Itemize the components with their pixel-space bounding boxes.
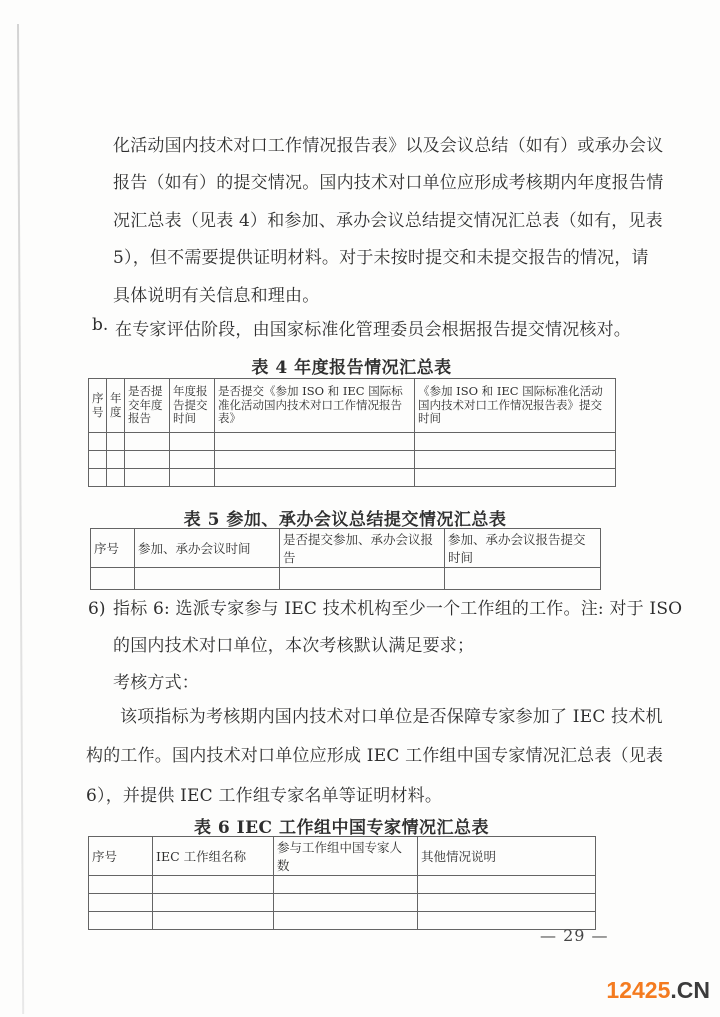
table-cell-empty bbox=[89, 894, 153, 912]
table-cell-empty bbox=[170, 433, 215, 451]
list-item-6 bbox=[88, 591, 683, 703]
watermark-prefix: 12425 bbox=[606, 977, 671, 1003]
table-cell-empty bbox=[153, 912, 274, 930]
paragraph-a-line: 化活动国内技术对口工作情况报告表》以及会议总结（如有）或承办会议 bbox=[113, 136, 664, 156]
table4-empty-row bbox=[89, 433, 616, 451]
list-item-6-line3: 考核方式： bbox=[113, 673, 199, 694]
paragraph-a bbox=[113, 128, 664, 315]
table-cell-empty bbox=[89, 469, 107, 487]
list-item-b-text: 在专家评估阶段，由国家标准化管理委员会根据报告提交情况核对。 bbox=[115, 320, 631, 340]
table-cell-empty bbox=[125, 433, 170, 451]
table-cell-empty bbox=[415, 469, 616, 487]
list-item-b-marker: b. bbox=[92, 315, 109, 335]
paragraph-a-line: 报告（如有）的提交情况。国内技术对口单位应形成考核期内年度报告情 bbox=[113, 173, 664, 194]
paragraph-a-line: 况汇总表（见表 4）和参加、承办会议总结提交情况汇总表（如有，见表 bbox=[113, 210, 663, 231]
paragraph-c-line: 构的工作。国内技术对口单位应形成 IEC 工作组中国专家情况汇总表（见表 bbox=[86, 746, 664, 767]
table5-header-cell: 序号 bbox=[91, 529, 135, 568]
list-item-6-marker: 6) bbox=[88, 599, 106, 619]
page-number: — 29 — bbox=[540, 926, 609, 945]
table4-header-cell: 年度报告提交时间 bbox=[170, 379, 215, 433]
table-cell-empty bbox=[125, 469, 170, 487]
table6-iec-expert-summary bbox=[88, 836, 596, 930]
table-cell-empty bbox=[274, 912, 418, 930]
table-cell-empty bbox=[153, 876, 274, 894]
table-cell-empty bbox=[274, 876, 418, 894]
table-cell-empty bbox=[135, 568, 280, 590]
table5-meeting-summary bbox=[90, 528, 601, 590]
paragraph-c bbox=[86, 698, 664, 816]
scan-edge-artifact bbox=[17, 24, 24, 1014]
table4-header-cell: 序号 bbox=[89, 379, 107, 433]
table-cell-empty bbox=[418, 894, 596, 912]
table6-empty-row bbox=[89, 894, 596, 912]
table-cell-empty bbox=[89, 433, 107, 451]
table5-header-row bbox=[91, 529, 601, 568]
table6-empty-row bbox=[89, 912, 596, 930]
table4-header-row bbox=[89, 379, 616, 433]
table6-header-cell: 参与工作组中国专家人数 bbox=[274, 837, 418, 876]
table-cell-empty bbox=[107, 451, 125, 469]
table4-annual-report-summary bbox=[88, 378, 616, 487]
table4-title: 表 4 年度报告情况汇总表 bbox=[251, 358, 452, 378]
table5-header-cell: 参加、承办会议报告提交时间 bbox=[445, 529, 601, 568]
table5-header-cell: 是否提交参加、承办会议报告 bbox=[280, 529, 445, 568]
table-cell-empty bbox=[445, 568, 601, 590]
table-cell-empty bbox=[415, 433, 616, 451]
watermark bbox=[606, 977, 710, 1004]
table-cell-empty bbox=[280, 568, 445, 590]
table-cell-empty bbox=[170, 451, 215, 469]
table-cell-empty bbox=[215, 433, 415, 451]
table6-title: 表 6 IEC 工作组中国专家情况汇总表 bbox=[193, 818, 490, 838]
table6-header-cell: 序号 bbox=[89, 837, 153, 876]
table-cell-empty bbox=[170, 469, 215, 487]
table6-empty-row bbox=[89, 876, 596, 894]
list-item-6-line1: 指标 6: 选派专家参与 IEC 技术机构至少一个工作组的工作。注: 对于 ISO bbox=[113, 599, 683, 619]
table6-header-row bbox=[89, 837, 596, 876]
table-cell-empty bbox=[89, 451, 107, 469]
list-item-6-line2: 的国内技术对口单位，本次考核默认满足要求； bbox=[113, 636, 475, 657]
table-cell-empty bbox=[89, 876, 153, 894]
table-cell-empty bbox=[415, 451, 616, 469]
table6-header-cell: 其他情况说明 bbox=[418, 837, 596, 876]
table5-header-cell: 参加、承办会议时间 bbox=[135, 529, 280, 568]
table6-header-cell: IEC 工作组名称 bbox=[153, 837, 274, 876]
table4-empty-row bbox=[89, 451, 616, 469]
table-cell-empty bbox=[125, 451, 170, 469]
paragraph-c-line: 该项指标为考核期内国内技术对口单位是否保障专家参加了 IEC 技术机 bbox=[120, 707, 663, 727]
table4-empty-row bbox=[89, 469, 616, 487]
table-cell-empty bbox=[91, 568, 135, 590]
paragraph-a-line: 具体说明有关信息和理由。 bbox=[113, 285, 320, 306]
paragraph-a-line: 5），但不需要提供证明材料。对于未按时提交和未提交报告的情况，请 bbox=[113, 248, 649, 269]
paragraph-c-line: 6），并提供 IEC 工作组专家名单等证明材料。 bbox=[86, 785, 443, 806]
table-cell-empty bbox=[89, 912, 153, 930]
table5-empty-row bbox=[91, 568, 601, 590]
table-cell-empty bbox=[153, 894, 274, 912]
table-cell-empty bbox=[107, 469, 125, 487]
table5-title: 表 5 参加、承办会议总结提交情况汇总表 bbox=[183, 510, 507, 530]
table4-header-cell: 《参加 ISO 和 IEC 国际标准化活动国内技术对口工作情况报告表》提交时间 bbox=[415, 379, 616, 433]
table4-header-cell: 年度 bbox=[107, 379, 125, 433]
list-item-b bbox=[92, 315, 652, 340]
table-cell-empty bbox=[215, 469, 415, 487]
watermark-suffix: .CN bbox=[670, 977, 710, 1003]
table-cell-empty bbox=[107, 433, 125, 451]
table-cell-empty bbox=[418, 876, 596, 894]
table-cell-empty bbox=[215, 451, 415, 469]
table-cell-empty bbox=[274, 894, 418, 912]
table4-header-cell: 是否提交年度报告 bbox=[125, 379, 170, 433]
table4-header-cell: 是否提交《参加 ISO 和 IEC 国际标准化活动国内技术对口工作情况报告表》 bbox=[215, 379, 415, 433]
